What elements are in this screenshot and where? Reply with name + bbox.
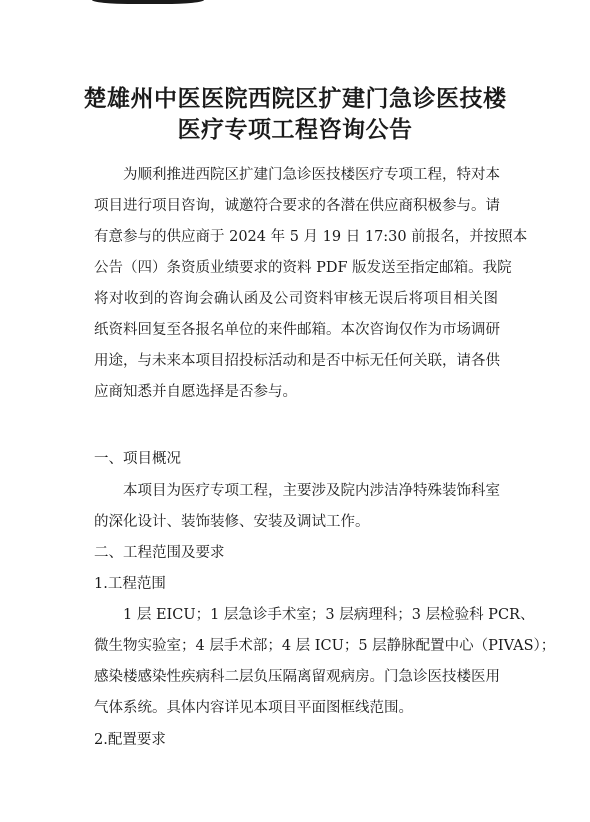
section-1-line-1: 本项目为医疗专项工程，主要涉及院内涉洁净特殊装饰科室 <box>123 483 500 499</box>
intro-line-6: 纸资料回复至各报名单位的来件邮箱。本次咨询仅作为市场调研 <box>94 322 500 338</box>
intro-line-2: 项目进行项目咨询，诚邀符合要求的各潜在供应商积极参与。请 <box>94 198 500 214</box>
intro-line-1: 为顺利推进西院区扩建门急诊医技楼医疗专项工程，特对本 <box>123 167 500 183</box>
subsection-config-heading: 2.配置要求 <box>94 732 166 748</box>
subsection-scope-heading: 1.工程范围 <box>94 576 166 592</box>
section-1-line-2: 的深化设计、装饰装修、安装及调试工作。 <box>94 514 370 530</box>
scope-line-2: 微生物实验室；4 层手术部；4 层 ICU；5 层静脉配置中心（PIVAS）； <box>94 638 556 654</box>
scope-line-1: 1 层 EICU；1 层急诊手术室；3 层病理科；3 层检验科 PCR、 <box>123 607 535 623</box>
intro-line-5: 将对收到的咨询会确认函及公司资料审核无误后将项目相关图 <box>94 291 498 307</box>
section-1-heading: 一、项目概况 <box>94 451 181 467</box>
document-title-line-1: 楚雄州中医医院西院区扩建门急诊医技楼 <box>83 86 507 112</box>
scope-line-4: 气体系统。具体内容详见本项目平面图框线范围。 <box>94 700 413 716</box>
scan-edge-mark <box>92 0 204 4</box>
scope-line-3: 感染楼感染性疾病科二层负压隔离留观病房。门急诊医技楼医用 <box>94 669 500 685</box>
intro-line-4: 公告（四）条资质业绩要求的资料 PDF 版发送至指定邮箱。我院 <box>94 260 512 276</box>
intro-line-3: 有意参与的供应商于 2024 年 5 月 19 日 17:30 前报名，并按照本 <box>94 229 528 245</box>
intro-line-8: 应商知悉并自愿选择是否参与。 <box>94 384 297 400</box>
intro-line-7: 用途，与未来本项目招投标活动和是否中标无任何关联，请各供 <box>94 353 500 369</box>
section-2-heading: 二、工程范围及要求 <box>94 545 225 561</box>
document-title-line-2: 医疗专项工程咨询公告 <box>177 117 413 143</box>
